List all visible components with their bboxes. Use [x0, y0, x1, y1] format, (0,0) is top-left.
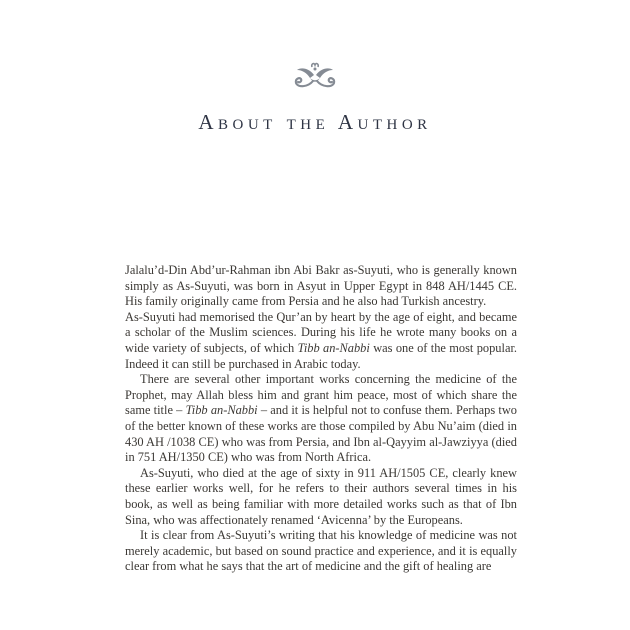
- paragraph-4: [125, 466, 517, 528]
- paragraph-1: [125, 263, 517, 310]
- paragraph-text: Jalalu’d-Din Abd’ur-Rahman ibn Abi Bakr as-Suyuti, who is generally known simply as As-Suyuti, was born in Asyut in Upper Egypt in 848 AH/1445 CE. His family originally came from Persia and he also had Turkish ancestry.: [125, 263, 517, 309]
- paragraph-text: It is clear from As-Suyuti’s writing that his knowledge of medicine was not merely academic, but based on sound practice and experience, and it is equally clear from what he says that the art of medicine and the gift of healing are: [125, 528, 517, 574]
- paragraph-text: As-Suyuti, who died at the age of sixty in 911 AH/1505 CE, clearly knew these earlier works well, for he refers to their authors several times in his book, as well as being familiar with more detailed works such as that of Ibn Sina, who was affectionately renamed ‘Avicenna’ by the Europeans.: [125, 465, 517, 527]
- paragraph-3: [125, 372, 517, 466]
- book-title-italic: Tibb an-Nabbi: [297, 340, 370, 355]
- body-text: [125, 263, 517, 575]
- paragraph-text: – and it is helpful not to confuse them. Perhaps two of the better known of these works are those compiled by Abu Nu’aim (died in 430 AH /1038 CE) who was from Persia, and Ibn al-Qayyim al-Jawziyya (died in 751 AH/1350 CE) who was from North Africa.: [125, 403, 517, 465]
- paragraph-text: As-Suyuti had memorised the Qur’an by heart by the age of eight, and became a scholar of the Muslim sciences. During his life he wrote many books on a wide variety of subjects, of which: [125, 309, 517, 355]
- paragraph-2: [125, 310, 517, 372]
- chapter-title: About the Author: [198, 110, 432, 134]
- fleuron-ornament-icon: [0, 61, 630, 91]
- paragraph-text: was one of the most popular. Indeed it can still be purchased in Arabic today.: [125, 340, 517, 371]
- paragraph-text: There are several other important works concerning the medicine of the Prophet, may Allah bless him and grant him peace, most of which share the same title –: [125, 372, 517, 418]
- paragraph-5: [125, 528, 517, 575]
- book-title-italic: Tibb an-Nabbi: [185, 403, 258, 418]
